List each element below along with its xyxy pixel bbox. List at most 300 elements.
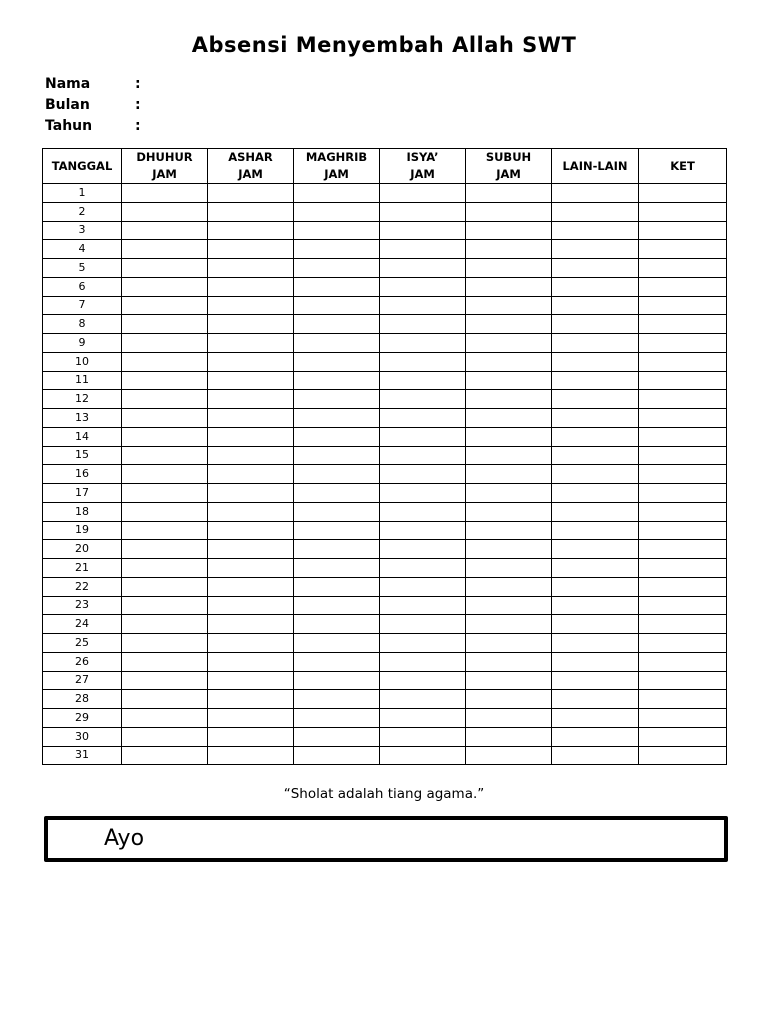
entry-cell[interactable] [380, 484, 466, 503]
table-row [43, 559, 727, 578]
entry-cell[interactable] [294, 615, 380, 634]
entry-cell[interactable] [380, 352, 466, 371]
entry-cell[interactable] [294, 709, 380, 728]
entry-cell[interactable] [208, 334, 294, 353]
entry-cell[interactable] [208, 427, 294, 446]
entry-cell[interactable] [294, 259, 380, 278]
page-title: Absensi Menyembah Allah SWT [191, 33, 577, 57]
column-header-label: LAIN-LAIN [562, 158, 628, 173]
entry-cell[interactable] [122, 540, 208, 559]
entry-cell[interactable] [380, 559, 466, 578]
entry-cell[interactable] [466, 334, 552, 353]
table-row [43, 259, 727, 278]
entry-cell[interactable] [208, 409, 294, 428]
entry-cell[interactable] [552, 634, 639, 653]
entry-cell[interactable] [639, 334, 727, 353]
column-header-label: KET [670, 158, 695, 173]
info-colon: : [135, 118, 141, 134]
entry-cell[interactable] [122, 521, 208, 540]
day-number-cell: 7 [43, 296, 122, 315]
info-label-bulan: Bulan [45, 97, 90, 113]
quote: “Sholat adalah tiang agama.” [283, 786, 485, 802]
table-row [43, 409, 727, 428]
day-number-cell: 18 [43, 502, 122, 521]
entry-cell[interactable] [552, 277, 639, 296]
entry-cell[interactable] [552, 652, 639, 671]
entry-cell[interactable] [122, 671, 208, 690]
entry-cell[interactable] [466, 409, 552, 428]
entry-cell[interactable] [466, 690, 552, 709]
entry-cell[interactable] [208, 634, 294, 653]
entry-cell[interactable] [380, 690, 466, 709]
info-block [45, 74, 155, 137]
column-header-label: MAGHRIB [305, 150, 368, 164]
column-header-label: SUBUH [485, 150, 532, 164]
entry-cell[interactable] [639, 240, 727, 259]
entry-cell[interactable] [466, 390, 552, 409]
entry-cell[interactable] [552, 352, 639, 371]
entry-cell[interactable] [639, 427, 727, 446]
day-number-cell: 15 [43, 446, 122, 465]
entry-cell[interactable] [466, 259, 552, 278]
entry-cell[interactable] [380, 240, 466, 259]
entry-cell[interactable] [208, 652, 294, 671]
day-number-cell: 30 [43, 727, 122, 746]
entry-cell[interactable] [552, 671, 639, 690]
entry-cell[interactable] [294, 334, 380, 353]
day-number-cell: 5 [43, 259, 122, 278]
info-colon: : [135, 97, 141, 113]
column-header [466, 149, 552, 184]
table-row [43, 521, 727, 540]
entry-cell[interactable] [639, 259, 727, 278]
table-row [43, 371, 727, 390]
day-number-cell: 26 [43, 652, 122, 671]
entry-cell[interactable] [639, 465, 727, 484]
day-number-cell: 13 [43, 409, 122, 428]
entry-cell[interactable] [294, 202, 380, 221]
day-number-cell: 2 [43, 202, 122, 221]
entry-cell[interactable] [639, 202, 727, 221]
ayo-box [44, 816, 728, 862]
entry-cell[interactable] [122, 577, 208, 596]
entry-cell[interactable] [552, 709, 639, 728]
entry-cell[interactable] [639, 727, 727, 746]
entry-cell[interactable] [380, 596, 466, 615]
entry-cell[interactable] [122, 652, 208, 671]
entry-cell[interactable] [639, 540, 727, 559]
entry-cell[interactable] [294, 559, 380, 578]
entry-cell[interactable] [639, 371, 727, 390]
entry-cell[interactable] [122, 334, 208, 353]
info-label-nama: Nama [45, 76, 91, 92]
entry-cell[interactable] [380, 652, 466, 671]
entry-cell[interactable] [639, 671, 727, 690]
table-row [43, 315, 727, 334]
entry-cell[interactable] [208, 184, 294, 203]
entry-cell[interactable] [380, 371, 466, 390]
column-header-sublabel: JAM [324, 167, 349, 181]
column-header-label: DHUHUR [136, 150, 193, 164]
entry-cell[interactable] [122, 634, 208, 653]
entry-cell[interactable] [466, 221, 552, 240]
table-row [43, 709, 727, 728]
entry-cell[interactable] [208, 484, 294, 503]
column-header-sublabel: JAM [238, 167, 263, 181]
entry-cell[interactable] [639, 409, 727, 428]
entry-cell[interactable] [380, 334, 466, 353]
entry-cell[interactable] [466, 559, 552, 578]
day-number-cell: 6 [43, 277, 122, 296]
entry-cell[interactable] [294, 465, 380, 484]
day-number-cell: 17 [43, 484, 122, 503]
entry-cell[interactable] [294, 484, 380, 503]
info-row-nama [45, 74, 155, 95]
day-number-cell: 25 [43, 634, 122, 653]
entry-cell[interactable] [639, 484, 727, 503]
entry-cell[interactable] [208, 315, 294, 334]
entry-cell[interactable] [208, 709, 294, 728]
entry-cell[interactable] [208, 465, 294, 484]
entry-cell[interactable] [639, 352, 727, 371]
entry-cell[interactable] [294, 540, 380, 559]
entry-cell[interactable] [466, 352, 552, 371]
entry-cell[interactable] [380, 521, 466, 540]
entry-cell[interactable] [380, 746, 466, 765]
entry-cell[interactable] [380, 540, 466, 559]
day-number-cell: 11 [43, 371, 122, 390]
info-colon: : [135, 76, 141, 92]
entry-cell[interactable] [294, 409, 380, 428]
entry-cell[interactable] [380, 184, 466, 203]
entry-cell[interactable] [466, 315, 552, 334]
entry-cell[interactable] [208, 596, 294, 615]
entry-cell[interactable] [380, 259, 466, 278]
entry-cell[interactable] [122, 277, 208, 296]
entry-cell[interactable] [552, 446, 639, 465]
entry-cell[interactable] [552, 315, 639, 334]
entry-cell[interactable] [552, 484, 639, 503]
entry-cell[interactable] [380, 502, 466, 521]
table-row [43, 240, 727, 259]
entry-cell[interactable] [639, 446, 727, 465]
entry-cell[interactable] [380, 634, 466, 653]
entry-cell[interactable] [466, 277, 552, 296]
day-number-cell: 1 [43, 184, 122, 203]
entry-cell[interactable] [552, 502, 639, 521]
entry-cell[interactable] [552, 540, 639, 559]
entry-cell[interactable] [380, 465, 466, 484]
entry-cell[interactable] [122, 315, 208, 334]
entry-cell[interactable] [208, 577, 294, 596]
entry-cell[interactable] [552, 465, 639, 484]
entry-cell[interactable] [208, 259, 294, 278]
table-row [43, 221, 727, 240]
entry-cell[interactable] [208, 540, 294, 559]
entry-cell[interactable] [294, 634, 380, 653]
entry-cell[interactable] [122, 202, 208, 221]
entry-cell[interactable] [208, 371, 294, 390]
column-header-sublabel: JAM [152, 167, 177, 181]
entry-cell[interactable] [639, 634, 727, 653]
entry-cell[interactable] [294, 184, 380, 203]
entry-cell[interactable] [122, 427, 208, 446]
entry-cell[interactable] [639, 184, 727, 203]
entry-cell[interactable] [466, 521, 552, 540]
entry-cell[interactable] [294, 746, 380, 765]
entry-cell[interactable] [380, 709, 466, 728]
day-number-cell: 4 [43, 240, 122, 259]
entry-cell[interactable] [122, 690, 208, 709]
entry-cell[interactable] [552, 334, 639, 353]
entry-cell[interactable] [552, 559, 639, 578]
day-number-cell: 28 [43, 690, 122, 709]
entry-cell[interactable] [552, 521, 639, 540]
entry-cell[interactable] [294, 371, 380, 390]
entry-cell[interactable] [122, 240, 208, 259]
entry-cell[interactable] [208, 296, 294, 315]
entry-cell[interactable] [552, 296, 639, 315]
entry-cell[interactable] [552, 371, 639, 390]
entry-cell[interactable] [208, 746, 294, 765]
info-row-tahun [45, 116, 155, 137]
entry-cell[interactable] [552, 427, 639, 446]
table-header-row [43, 149, 727, 184]
day-number-cell: 23 [43, 596, 122, 615]
entry-cell[interactable] [294, 727, 380, 746]
entry-cell[interactable] [466, 671, 552, 690]
entry-cell[interactable] [122, 390, 208, 409]
entry-cell[interactable] [294, 315, 380, 334]
entry-cell[interactable] [122, 596, 208, 615]
entry-cell[interactable] [208, 277, 294, 296]
entry-cell[interactable] [466, 634, 552, 653]
entry-cell[interactable] [294, 240, 380, 259]
day-number-cell: 19 [43, 521, 122, 540]
day-number-cell: 20 [43, 540, 122, 559]
entry-cell[interactable] [122, 259, 208, 278]
entry-cell[interactable] [208, 502, 294, 521]
entry-cell[interactable] [552, 596, 639, 615]
table-row [43, 502, 727, 521]
info-row-bulan [45, 95, 155, 116]
entry-cell[interactable] [639, 502, 727, 521]
entry-cell[interactable] [552, 221, 639, 240]
entry-cell[interactable] [466, 709, 552, 728]
entry-cell[interactable] [466, 446, 552, 465]
entry-cell[interactable] [466, 540, 552, 559]
entry-cell[interactable] [639, 577, 727, 596]
table-row [43, 596, 727, 615]
day-number-cell: 14 [43, 427, 122, 446]
table-row [43, 184, 727, 203]
entry-cell[interactable] [122, 746, 208, 765]
column-header-sublabel: JAM [496, 167, 521, 181]
entry-cell[interactable] [466, 202, 552, 221]
entry-cell[interactable] [380, 390, 466, 409]
entry-cell[interactable] [208, 671, 294, 690]
table-row [43, 202, 727, 221]
entry-cell[interactable] [122, 352, 208, 371]
entry-cell[interactable] [552, 727, 639, 746]
entry-cell[interactable] [639, 221, 727, 240]
entry-cell[interactable] [380, 446, 466, 465]
entry-cell[interactable] [122, 727, 208, 746]
entry-cell[interactable] [466, 465, 552, 484]
entry-cell[interactable] [294, 390, 380, 409]
entry-cell[interactable] [294, 521, 380, 540]
table-row [43, 277, 727, 296]
entry-cell[interactable] [552, 690, 639, 709]
entry-cell[interactable] [380, 409, 466, 428]
entry-cell[interactable] [639, 746, 727, 765]
entry-cell[interactable] [639, 615, 727, 634]
column-header-label: ASHAR [228, 150, 273, 164]
entry-cell[interactable] [122, 615, 208, 634]
entry-cell[interactable] [294, 690, 380, 709]
entry-cell[interactable] [122, 221, 208, 240]
entry-cell[interactable] [122, 184, 208, 203]
entry-cell[interactable] [466, 427, 552, 446]
entry-cell[interactable] [122, 502, 208, 521]
entry-cell[interactable] [294, 427, 380, 446]
entry-cell[interactable] [294, 221, 380, 240]
day-number-cell: 8 [43, 315, 122, 334]
entry-cell[interactable] [552, 202, 639, 221]
entry-cell[interactable] [466, 240, 552, 259]
entry-cell[interactable] [552, 240, 639, 259]
entry-cell[interactable] [380, 277, 466, 296]
column-header [122, 149, 208, 184]
entry-cell[interactable] [552, 615, 639, 634]
table-row [43, 746, 727, 765]
entry-cell[interactable] [639, 652, 727, 671]
table-row [43, 427, 727, 446]
entry-cell[interactable] [208, 446, 294, 465]
day-number-cell: 31 [43, 746, 122, 765]
entry-cell[interactable] [380, 727, 466, 746]
table-row [43, 671, 727, 690]
entry-cell[interactable] [552, 259, 639, 278]
entry-cell[interactable] [552, 390, 639, 409]
day-number-cell: 16 [43, 465, 122, 484]
entry-cell[interactable] [122, 409, 208, 428]
entry-cell[interactable] [639, 596, 727, 615]
entry-cell[interactable] [380, 315, 466, 334]
table-row [43, 727, 727, 746]
entry-cell[interactable] [466, 371, 552, 390]
entry-cell[interactable] [294, 446, 380, 465]
entry-cell[interactable] [380, 577, 466, 596]
day-number-cell: 10 [43, 352, 122, 371]
entry-cell[interactable] [552, 577, 639, 596]
entry-cell[interactable] [466, 184, 552, 203]
entry-cell[interactable] [208, 221, 294, 240]
column-header [380, 149, 466, 184]
entry-cell[interactable] [208, 352, 294, 371]
entry-cell[interactable] [208, 615, 294, 634]
entry-cell[interactable] [122, 296, 208, 315]
entry-cell[interactable] [639, 521, 727, 540]
entry-cell[interactable] [294, 671, 380, 690]
entry-cell[interactable] [122, 446, 208, 465]
entry-cell[interactable] [639, 709, 727, 728]
entry-cell[interactable] [380, 221, 466, 240]
entry-cell[interactable] [122, 559, 208, 578]
entry-cell[interactable] [380, 202, 466, 221]
ayo-text: Ayo [104, 826, 145, 851]
entry-cell[interactable] [380, 296, 466, 315]
entry-cell[interactable] [552, 409, 639, 428]
entry-cell[interactable] [380, 427, 466, 446]
table-row [43, 296, 727, 315]
entry-cell[interactable] [208, 202, 294, 221]
entry-cell[interactable] [639, 559, 727, 578]
entry-cell[interactable] [122, 709, 208, 728]
entry-cell[interactable] [466, 296, 552, 315]
entry-cell[interactable] [466, 596, 552, 615]
entry-cell[interactable] [208, 559, 294, 578]
table-row [43, 634, 727, 653]
entry-cell[interactable] [466, 727, 552, 746]
table-row [43, 652, 727, 671]
entry-cell[interactable] [639, 690, 727, 709]
entry-cell[interactable] [294, 577, 380, 596]
entry-cell[interactable] [208, 390, 294, 409]
entry-cell[interactable] [208, 240, 294, 259]
day-number-cell: 9 [43, 334, 122, 353]
column-header [552, 149, 639, 184]
entry-cell[interactable] [466, 502, 552, 521]
column-header-label: TANGGAL [51, 158, 113, 173]
entry-cell[interactable] [294, 596, 380, 615]
entry-cell[interactable] [466, 484, 552, 503]
entry-cell[interactable] [380, 671, 466, 690]
entry-cell[interactable] [208, 727, 294, 746]
table-row [43, 484, 727, 503]
entry-cell[interactable] [122, 484, 208, 503]
entry-cell[interactable] [294, 502, 380, 521]
entry-cell[interactable] [294, 296, 380, 315]
column-header [43, 149, 122, 184]
entry-cell[interactable] [552, 746, 639, 765]
entry-cell[interactable] [466, 577, 552, 596]
entry-cell[interactable] [639, 315, 727, 334]
info-label-tahun: Tahun [45, 118, 93, 134]
entry-cell[interactable] [294, 352, 380, 371]
entry-cell[interactable] [466, 615, 552, 634]
entry-cell[interactable] [122, 465, 208, 484]
entry-cell[interactable] [294, 277, 380, 296]
table-row [43, 690, 727, 709]
entry-cell[interactable] [380, 615, 466, 634]
entry-cell[interactable] [294, 652, 380, 671]
entry-cell[interactable] [208, 690, 294, 709]
entry-cell[interactable] [639, 390, 727, 409]
attendance-table [42, 148, 727, 765]
entry-cell[interactable] [466, 746, 552, 765]
entry-cell[interactable] [552, 184, 639, 203]
entry-cell[interactable] [122, 371, 208, 390]
table-body [43, 184, 727, 765]
table-row [43, 390, 727, 409]
entry-cell[interactable] [466, 652, 552, 671]
entry-cell[interactable] [208, 521, 294, 540]
entry-cell[interactable] [639, 277, 727, 296]
column-header-label: ISYA’ [406, 150, 439, 164]
entry-cell[interactable] [639, 296, 727, 315]
table-row [43, 352, 727, 371]
